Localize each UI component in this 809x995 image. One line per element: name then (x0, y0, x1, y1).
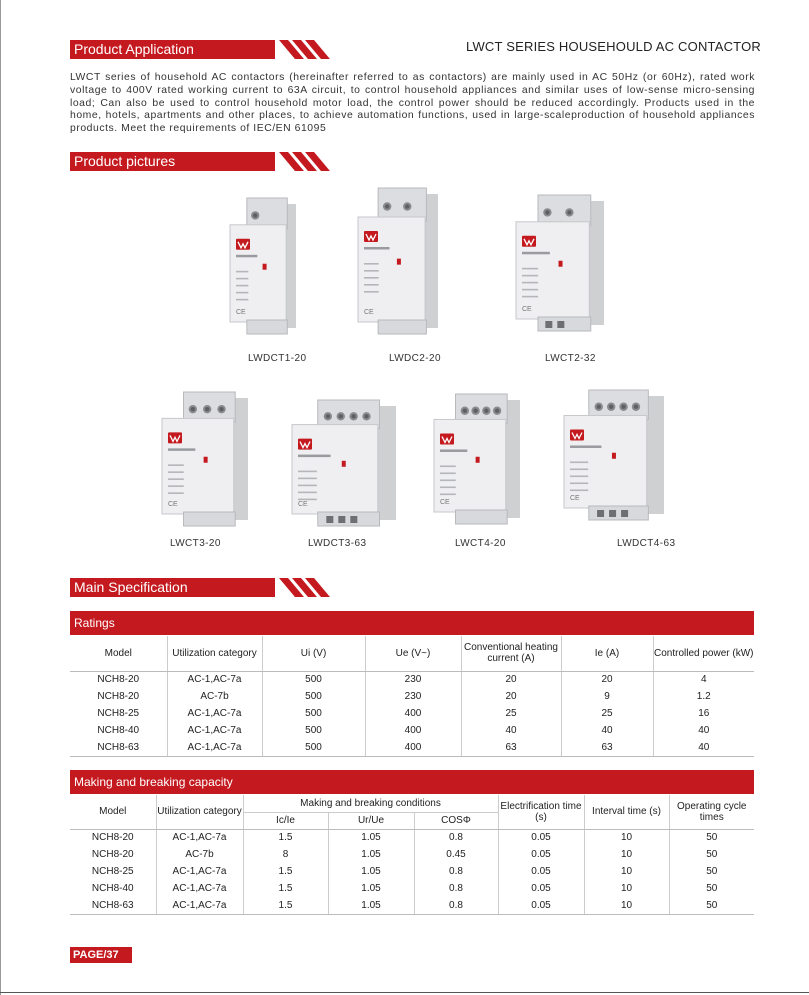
product-image (432, 392, 524, 526)
table-cell: NCH8-63 (70, 897, 156, 914)
making-row (70, 846, 754, 863)
product-caption: LWCT4-20 (455, 538, 506, 549)
table-cell: 20 (461, 688, 561, 705)
section-stripes (275, 152, 335, 171)
column-header: Utilization category (167, 636, 262, 671)
column-header: Ui (V) (262, 636, 365, 671)
product-image (160, 390, 252, 528)
table-cell: 1.05 (328, 846, 414, 863)
svg-text:CE: CE (364, 309, 374, 316)
table-cell: AC-1,AC-7a (167, 739, 262, 756)
intro-paragraph: LWCT series of household AC contactors (hereinafter referred to as contactors) are mainly used in AC 50Hz (or 60Hz), rated work voltage to 400V rated working current to 63A circuit, to control household appliances and similar uses of low-sense micro-sensing load; Can also be used to control household motor load, the control power should be reduced accordingly. Products used in the home, hotels, apartments and other places, to achieve automation functions, used in large-scaleproduction of household appliances products. Meet the requirements of IEC/EN 61095 (70, 72, 755, 135)
ratings-table-title: Ratings (70, 611, 754, 635)
section-title-spec: Main Specification (70, 578, 275, 597)
table-cell: 1.5 (243, 863, 328, 880)
making-row (70, 863, 754, 880)
svg-text:CE: CE (168, 501, 178, 508)
product-caption: LWDCT1-20 (248, 353, 307, 364)
product-caption: LWDCT4-63 (617, 538, 676, 549)
table-cell: 1.05 (328, 897, 414, 914)
section-bar-application (70, 40, 335, 59)
section-bar-spec (70, 578, 335, 597)
table-cell: 40 (561, 722, 653, 739)
table-cell: AC-7b (156, 846, 243, 863)
product-image (356, 186, 442, 336)
column-header: Ie (A) (561, 636, 653, 671)
column-header: Utilization category (156, 795, 243, 829)
table-cell: 16 (653, 705, 754, 722)
table-cell: 230 (365, 671, 461, 688)
left-edge-rule (0, 0, 1, 995)
table-cell: 40 (653, 739, 754, 756)
column-header: Model (70, 795, 156, 829)
section-stripes (275, 578, 335, 597)
table-cell: NCH8-40 (91, 883, 134, 894)
making-row (70, 829, 754, 846)
table-cell: AC-1,AC-7a (156, 880, 243, 897)
table-cell: 0.8 (414, 880, 498, 897)
table-cell: 10 (584, 829, 669, 846)
table-cell: AC-1,AC-7a (167, 705, 262, 722)
table-cell: 0.8 (414, 863, 498, 880)
table-cell: 1.05 (328, 829, 414, 846)
making-row (70, 880, 754, 897)
table-cell: AC-1,AC-7a (156, 863, 243, 880)
product-image (562, 388, 668, 522)
section-stripes (275, 40, 335, 59)
table-cell: 40 (461, 722, 561, 739)
product-caption: LWDC2-20 (389, 353, 441, 364)
making-header-row (70, 795, 754, 812)
table-cell: 63 (461, 739, 561, 756)
bottom-rule (0, 992, 809, 993)
table-cell: AC-7b (167, 688, 262, 705)
table-cell: 50 (669, 863, 754, 880)
column-header: Ue (V~) (365, 636, 461, 671)
table-cell: 400 (365, 705, 461, 722)
table-cell: NCH8-63 (70, 739, 167, 756)
ratings-table (70, 636, 754, 757)
column-header: Controlled power (kW) (653, 636, 754, 671)
column-header: Electrification time (s) (498, 795, 584, 829)
product-image (228, 196, 300, 336)
table-cell: 10 (584, 897, 669, 914)
table-cell: 0.05 (498, 846, 584, 863)
svg-text:CE: CE (298, 501, 308, 508)
table-cell: 10 (584, 846, 669, 863)
ratings-row (70, 739, 754, 756)
ratings-row (70, 671, 754, 688)
top-brand-strip (500, 0, 780, 5)
product-image (290, 398, 400, 528)
ratings-row (70, 722, 754, 739)
table-cell: AC-1,AC-7a (156, 897, 243, 914)
product-caption: LWCT2-32 (545, 353, 596, 364)
table-cell: 50 (669, 880, 754, 897)
making-row (70, 897, 754, 914)
table-cell: NCH8-20 (91, 849, 134, 860)
table-cell: 500 (262, 739, 365, 756)
making-table (70, 795, 754, 915)
making-table-title: Making and breaking capacity (70, 770, 754, 794)
table-cell: 10 (584, 880, 669, 897)
table-cell: 1.2 (653, 688, 754, 705)
table-cell: NCH8-20 (91, 832, 134, 844)
table-cell: 0.05 (498, 897, 584, 914)
page-number-badge: PAGE/37 (70, 947, 132, 963)
table-cell: 500 (262, 705, 365, 722)
table-cell: 1.5 (243, 897, 328, 914)
column-header: Ic/Ie (243, 812, 328, 829)
table-cell: 1.05 (328, 880, 414, 897)
svg-text:CE: CE (440, 499, 450, 506)
product-caption: LWDCT3-63 (308, 538, 367, 549)
table-cell: 1.5 (243, 829, 328, 846)
table-cell: NCH8-20 (97, 674, 140, 686)
table-cell: AC-1,AC-7a (156, 829, 243, 846)
product-image (514, 193, 608, 333)
table-cell: 500 (262, 722, 365, 739)
table-cell: 4 (653, 671, 754, 688)
table-cell: AC-1,AC-7a (167, 671, 262, 688)
table-cell: 0.8 (414, 829, 498, 846)
product-caption: LWCT3-20 (170, 538, 221, 549)
column-header: Making and breaking conditions (243, 795, 498, 812)
table-cell: NCH8-25 (97, 708, 140, 719)
svg-text:CE: CE (522, 306, 532, 313)
table-cell: 400 (365, 722, 461, 739)
table-cell: NCH8-20 (97, 691, 140, 702)
table-cell: 8 (243, 846, 328, 863)
table-cell: 25 (461, 705, 561, 722)
table-cell: 25 (561, 705, 653, 722)
section-title-pictures: Product pictures (70, 152, 275, 171)
table-cell: 1.5 (243, 880, 328, 897)
table-cell: NCH8-40 (97, 725, 140, 736)
svg-text:CE: CE (236, 309, 246, 316)
table-cell: 50 (669, 829, 754, 846)
table-cell: 0.8 (414, 897, 498, 914)
table-cell: 63 (561, 739, 653, 756)
table-cell: 50 (669, 846, 754, 863)
ratings-header-row (70, 636, 754, 671)
document-title: LWCT SERIES HOUSEHOULD AC CONTACTOR (466, 39, 761, 54)
table-cell: 50 (669, 897, 754, 914)
section-title-application: Product Application (70, 40, 275, 59)
table-cell: 0.05 (498, 863, 584, 880)
column-header: Model (70, 636, 167, 671)
table-cell: 20 (561, 671, 653, 688)
table-cell: 500 (262, 688, 365, 705)
section-bar-pictures (70, 152, 335, 171)
table-cell: 230 (365, 688, 461, 705)
column-header: Interval time (s) (584, 795, 669, 829)
table-cell: NCH8-25 (91, 866, 134, 877)
table-cell: 0.05 (498, 880, 584, 897)
table-cell: 0.45 (414, 846, 498, 863)
column-header: Ur/Ue (328, 812, 414, 829)
table-cell: 0.05 (498, 829, 584, 846)
table-cell: 10 (584, 863, 669, 880)
ratings-row (70, 688, 754, 705)
table-cell: 1.05 (328, 863, 414, 880)
table-cell: 500 (262, 671, 365, 688)
column-header: Conventional heating current (A) (461, 636, 561, 671)
table-cell: 20 (461, 671, 561, 688)
table-cell: 400 (365, 739, 461, 756)
svg-text:CE: CE (570, 495, 580, 502)
table-cell: 40 (653, 722, 754, 739)
ratings-row (70, 705, 754, 722)
column-header: COSΦ (414, 812, 498, 829)
table-cell: AC-1,AC-7a (167, 722, 262, 739)
table-cell: 9 (561, 688, 653, 705)
column-header: Operating cycle times (669, 795, 754, 829)
